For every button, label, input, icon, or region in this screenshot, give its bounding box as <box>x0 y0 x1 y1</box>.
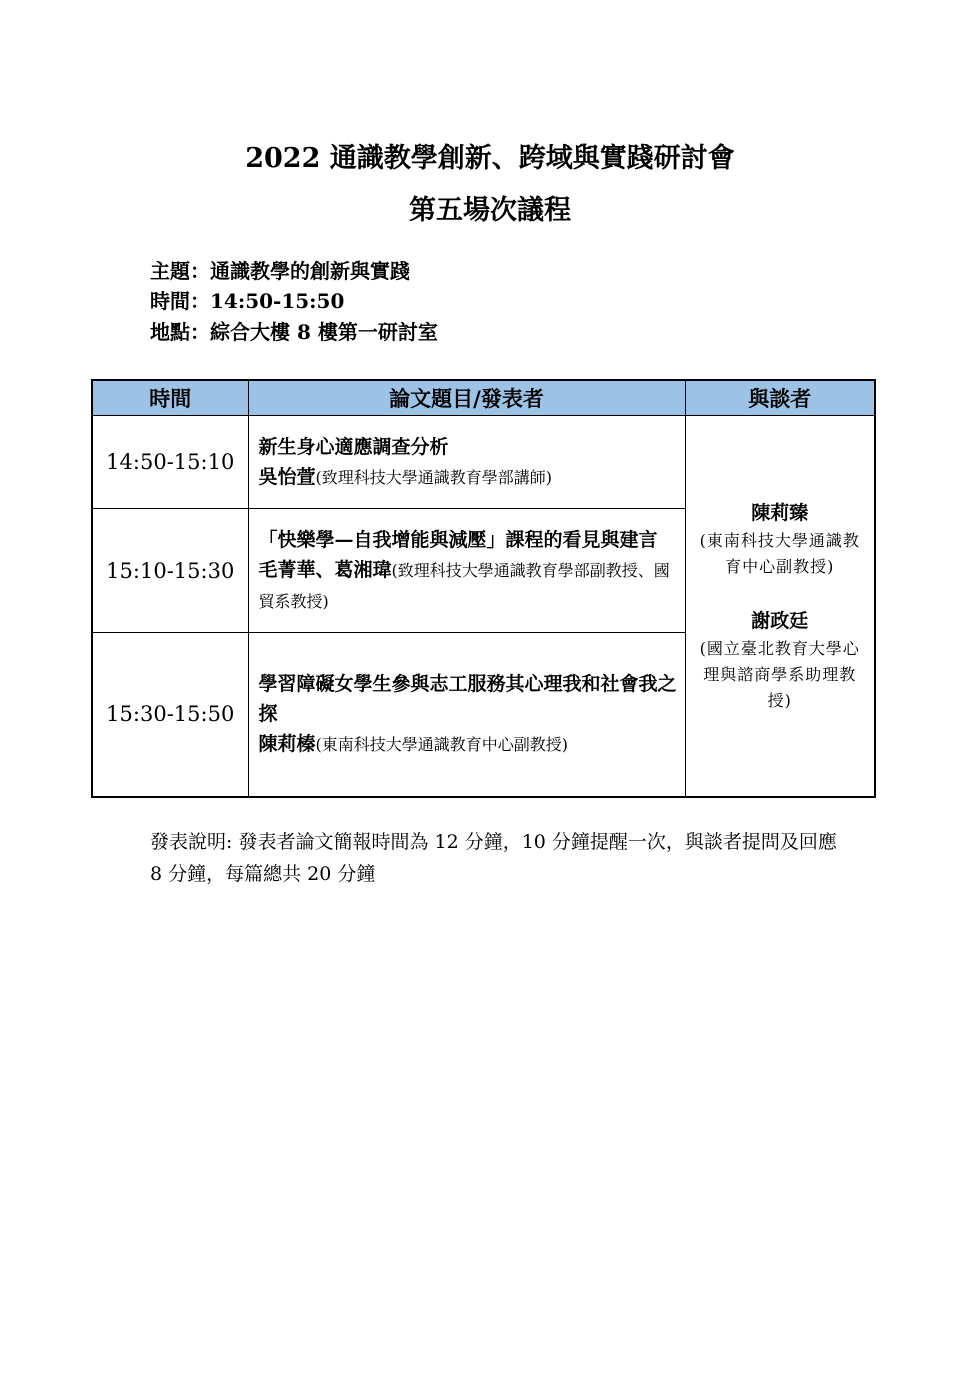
discussant-cell <box>685 416 875 797</box>
agenda-table <box>91 379 876 798</box>
document-subtitle: 第五場次議程 <box>409 195 571 226</box>
paper-title: 學習障礙女學生參與志工服務其心理我和社會我之探 <box>258 672 677 725</box>
theme-line: 主題：通識教學的創新與實踐 <box>150 259 410 283</box>
paper-cell <box>248 509 685 633</box>
paper-authors: 吳怡萱 <box>258 465 316 488</box>
paper-cell <box>248 633 685 797</box>
place-line: 地點：綜合大樓 8 樓第一研討室 <box>150 320 438 344</box>
paper-author-line <box>259 462 677 493</box>
paper-affiliation: (致理科技大學通識教育學部講師) <box>315 467 553 487</box>
time-line: 時間：14:50-15:50 <box>150 289 345 313</box>
table-header-row <box>92 380 875 416</box>
session-time: 14:50-15:10 <box>92 416 248 509</box>
paper-authors: 陳莉榛 <box>258 732 316 755</box>
document-title: 2022 通識教學創新、跨域與實踐研討會 <box>245 143 735 174</box>
presentation-note: 發表說明: 發表者論文簡報時間為 12 分鐘，10 分鐘提醒一次，與談者提問及回應 8 分鐘，每篇總共 20 分鐘 <box>150 831 837 885</box>
table-row <box>92 416 875 509</box>
paper-cell <box>248 416 685 509</box>
discussant-affiliation: (國立臺北教育大學心理與諮商學系助理教授) <box>699 638 860 710</box>
paper-authors: 毛菁華、葛湘瑋 <box>258 558 392 581</box>
paper-title: 「快樂學—自我增能與減壓」課程的看見與建言 <box>258 528 658 551</box>
paper-title: 新生身心適應調查分析 <box>258 435 449 458</box>
paper-author-line <box>259 555 677 617</box>
discussant-name: 陳莉臻 <box>751 501 809 524</box>
discussant-affiliation: (東南科技大學通識教育中心副教授) <box>699 530 860 576</box>
header-discussant: 與談者 <box>685 380 875 416</box>
header-time: 時間 <box>92 380 248 416</box>
session-time: 15:10-15:30 <box>92 509 248 633</box>
paper-author-line <box>259 729 677 760</box>
header-paper: 論文題目/發表者 <box>248 380 685 416</box>
paper-affiliation: (東南科技大學通識教育中心副教授) <box>315 734 569 754</box>
session-time: 15:30-15:50 <box>92 633 248 797</box>
paper-affiliation: (致理科技大學通識教育學部副教授、國貿系教授) <box>258 560 670 611</box>
discussant-name: 謝政廷 <box>751 609 809 632</box>
